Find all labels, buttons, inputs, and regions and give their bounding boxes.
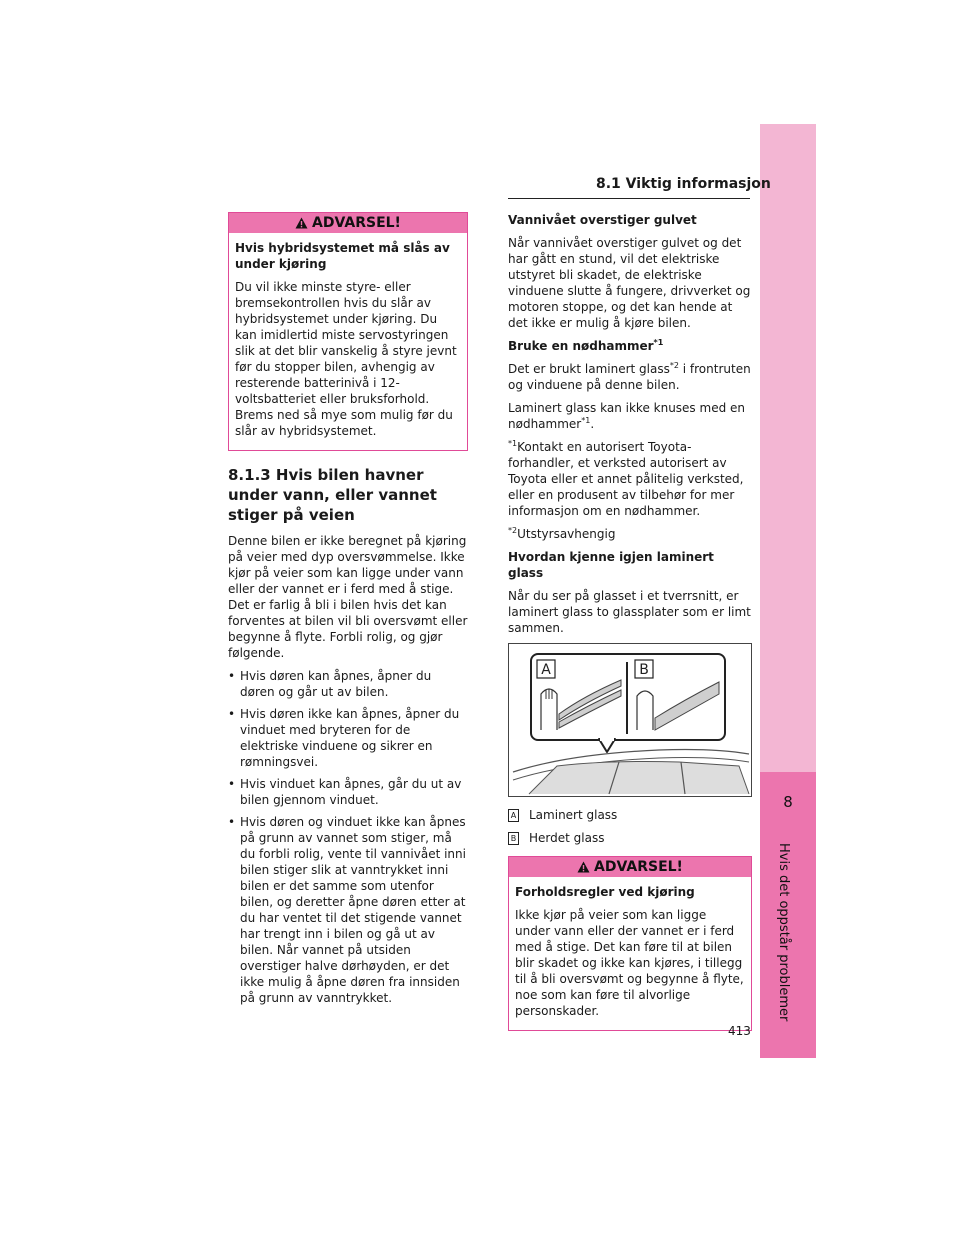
cannot-break-pre: Laminert glass kan ikke knuses med en nødhammer (508, 401, 745, 431)
hammer-heading-text: Bruke en nødhammer (508, 339, 654, 353)
warning-title: ADVARSEL! (594, 859, 683, 875)
header-rule (508, 198, 750, 199)
cannot-break-post: . (590, 417, 595, 431)
laminated-pre: Det er brukt laminert glass (508, 362, 670, 376)
legend-text: Herdet glass (529, 831, 605, 845)
warning-header (229, 213, 467, 233)
warning-subtitle: Forholdsregler ved kjøring (515, 885, 695, 899)
list-item: • Hvis vinduet kan åpnes, går du ut av bilen gjennom vinduet. (228, 776, 468, 808)
figure-label-a: A (541, 662, 551, 678)
recognize-heading: Hvordan kjenne igjen laminert glass (508, 550, 714, 580)
right-column (508, 212, 752, 1031)
footnote-1-text: Kontakt en autorisert Toyota-forhandler, et verksted autorisert av Toyota eller et annet pålitelig verksted, eller en produsent av tilbehør for mer informasjon om en nødhammer. (508, 440, 744, 518)
footnote-mark: *1 (508, 439, 518, 448)
footnote-mark: *2 (508, 526, 518, 535)
section-intro: Denne bilen er ikke beregnet på kjøring på veier med dyp oversvømmelse. Ikke kjør på veier som kan ligge under vann eller der vannet er i ferd med å stige. Det er farlig å bli i bilen hvis det kan forventes at bilen vil bli oversvømt eller begynne å flyte. Forbli rolig, og gjør følgende. (228, 534, 468, 660)
water-heading: Vannivået overstiger gulvet (508, 213, 697, 227)
footnote-ref: *1 (581, 416, 591, 425)
warning-box (508, 856, 752, 1031)
legend-key: A (508, 809, 519, 822)
bullet-list (228, 668, 468, 1006)
warning-title: ADVARSEL! (312, 215, 401, 231)
page-number: 413 (728, 1024, 751, 1038)
warning-icon (577, 861, 590, 873)
hammer-heading (508, 338, 752, 354)
laminated-post: i frontruten og vinduene på denne bilen. (508, 362, 751, 392)
warning-text: Ikke kjør på veier som kan ligge under vann eller der vannet er i ferd med å stige. Det kan føre til at bilen blir skadet og ikke kan kjøres, i tillegg til å bli oversvømt og begynne å flyte, noe som kan føre til alvorlige personskader. (515, 908, 744, 1018)
footnote-1 (508, 439, 752, 519)
cannot-break-paragraph (508, 400, 752, 432)
left-column (228, 212, 468, 1012)
chapter-title: Hvis det oppstår problemer (776, 843, 791, 1022)
chapter-number: 8 (783, 793, 793, 811)
list-item: • Hvis døren ikke kan åpnes, åpner du vinduet med bryteren for de elektriske vinduene og sikrer en rømningsvei. (228, 706, 468, 770)
warning-header (509, 857, 751, 877)
footnote-ref: *1 (653, 338, 664, 347)
list-item: • Hvis døren kan åpnes, åpner du døren og går ut av bilen. (228, 668, 468, 700)
figure-label-b: B (639, 662, 649, 678)
footnote-2-text: Utstyrsavhengig (517, 527, 616, 541)
section-heading: 8.1.3 Hvis bilen havner under vann, eller vannet stiger på veien (228, 466, 437, 524)
warning-box (228, 212, 468, 451)
list-item: • Hvis døren og vinduet ikke kan åpnes på grunn av vannet som stiger, må du forbli rolig, vente til vannivået inni bilen stiger slik at vanntrykket inni bilen er det samme som utenfor bilen, og deretter åpne døren etter at du har ventet til det stigende vannet har trengt inn i bilen og gå ut av bilen. Når vannet på utsiden overstiger halve dørhøyden, er det ikke mulig å åpne døren fra innsiden på grunn av vanntrykket. (228, 814, 468, 1006)
recognize-body: Når du ser på glasset i et tverrsnitt, er laminert glass to glassplater som er limt sammen. (508, 589, 751, 635)
warning-text: Du vil ikke minste styre- eller bremsekontrollen hvis du slår av hybridsystemet under kjøring. Du kan imidlertid miste servostyringen slik at det blir vanskelig å styre jevnt før du stopper bilen, avhengig av resterende batterinivå i 12-voltsbatteriet eller bruksforhold. Brems ned så mye som mulig før du slår av hybridsystemet. (235, 280, 457, 438)
section-header: 8.1 Viktig informasjon (596, 176, 771, 192)
warning-body (509, 877, 751, 1030)
legend-item (508, 807, 752, 823)
legend-item (508, 830, 752, 846)
glass-illustration-svg (509, 644, 751, 796)
legend-text: Laminert glass (529, 808, 618, 822)
warning-subtitle: Hvis hybridsystemet må slås av under kjøring (235, 241, 450, 271)
footnote-ref: *2 (669, 361, 679, 370)
legend-key: B (508, 832, 519, 845)
water-body: Når vannivået overstiger gulvet og det har gått en stund, vil det elektriske utstyret bli skadet, de elektriske vinduene slutte å fungere, drivverket og motoren stoppe, og det kan hende at det ikke er mulig å kjøre bilen. (508, 236, 751, 330)
laminated-paragraph (508, 361, 752, 393)
glass-illustration (508, 643, 752, 797)
warning-body (229, 233, 467, 450)
footnote-2 (508, 526, 752, 542)
warning-icon (295, 217, 308, 229)
